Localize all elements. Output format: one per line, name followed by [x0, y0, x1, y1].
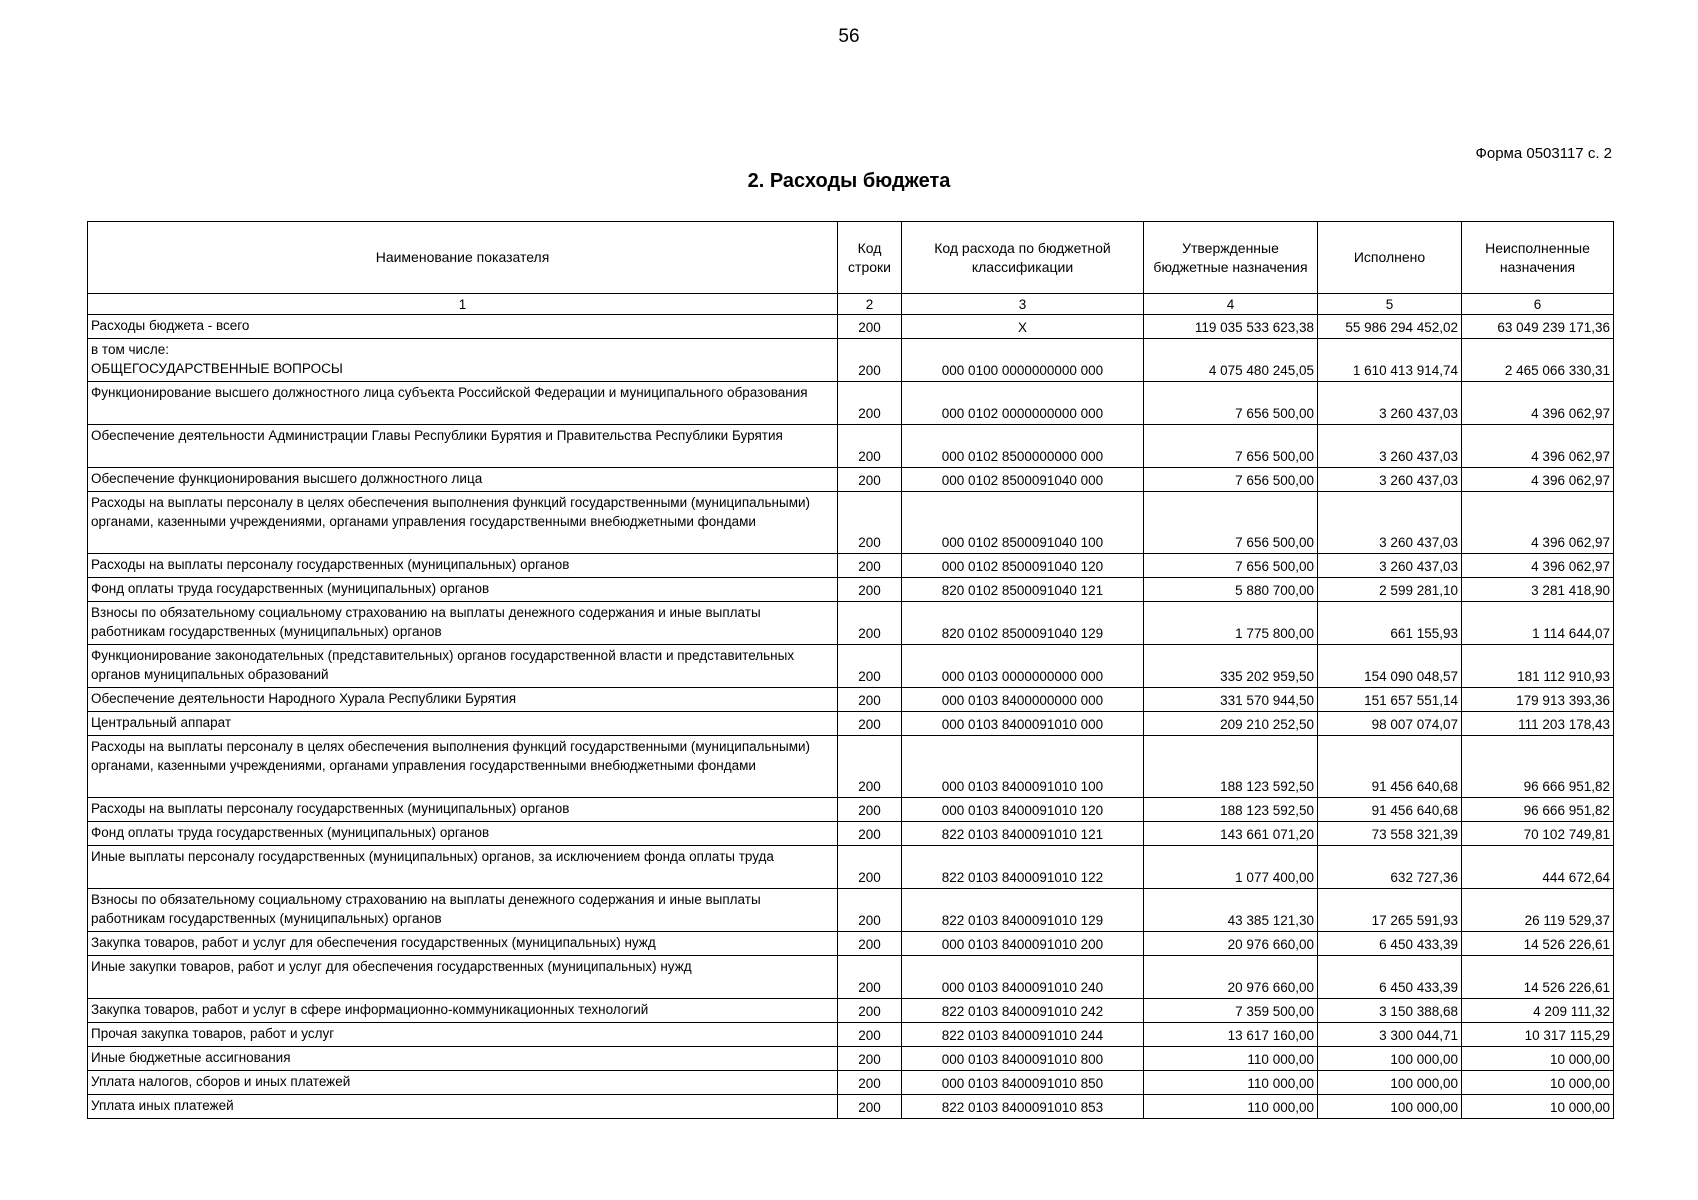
table-row — [88, 798, 1614, 822]
cell-indicator-name — [88, 846, 838, 889]
cell-classification-code: 000 0103 8400091010 100 — [902, 736, 1144, 798]
cell-executed: 73 558 321,39 — [1318, 822, 1462, 846]
cell-unexecuted: 14 526 226,61 — [1462, 956, 1614, 999]
indicator-name-text: Фонд оплаты труда государственных (муниципальных) органов — [91, 581, 490, 596]
cell-classification-code: 000 0103 8400091010 200 — [902, 932, 1144, 956]
cell-row-code: 200 — [838, 1047, 902, 1071]
cell-executed: 100 000,00 — [1318, 1095, 1462, 1119]
table-row — [88, 554, 1614, 578]
cell-approved: 4 075 480 245,05 — [1144, 339, 1318, 382]
cell-classification-code: 000 0103 8400091010 000 — [902, 712, 1144, 736]
indicator-name-text: ОБЩЕГОСУДАРСТВЕННЫЕ ВОПРОСЫ — [91, 361, 343, 376]
cell-unexecuted: 70 102 749,81 — [1462, 822, 1614, 846]
cell-indicator-name — [88, 798, 838, 822]
cell-approved: 20 976 660,00 — [1144, 956, 1318, 999]
cell-row-code: 200 — [838, 1071, 902, 1095]
cell-approved: 7 656 500,00 — [1144, 554, 1318, 578]
cell-row-code: 200 — [838, 712, 902, 736]
cell-classification-code: 000 0102 8500000000 000 — [902, 425, 1144, 468]
cell-executed: 632 727,36 — [1318, 846, 1462, 889]
cell-classification-code: 000 0103 8400091010 120 — [902, 798, 1144, 822]
cell-classification-code: 820 0102 8500091040 129 — [902, 602, 1144, 645]
cell-approved: 7 656 500,00 — [1144, 492, 1318, 554]
cell-approved: 335 202 959,50 — [1144, 645, 1318, 688]
table-row — [88, 492, 1614, 554]
column-number: 1 — [88, 294, 838, 315]
indicator-name-text: Обеспечение деятельности Администрации Главы Республики Бурятия и Правительства Республики Бурятия — [91, 428, 783, 443]
table-row — [88, 1047, 1614, 1071]
cell-executed: 91 456 640,68 — [1318, 798, 1462, 822]
cell-classification-code: 000 0100 0000000000 000 — [902, 339, 1144, 382]
cell-executed: 91 456 640,68 — [1318, 736, 1462, 798]
cell-approved: 209 210 252,50 — [1144, 712, 1318, 736]
cell-approved: 119 035 533 623,38 — [1144, 315, 1318, 339]
table-row — [88, 425, 1614, 468]
cell-indicator-name — [88, 932, 838, 956]
cell-indicator-name — [88, 1071, 838, 1095]
cell-approved: 143 661 071,20 — [1144, 822, 1318, 846]
table-row — [88, 822, 1614, 846]
cell-executed: 154 090 048,57 — [1318, 645, 1462, 688]
table-row — [88, 932, 1614, 956]
table-row — [88, 956, 1614, 999]
cell-classification-code: 000 0102 8500091040 100 — [902, 492, 1144, 554]
cell-row-code: 200 — [838, 578, 902, 602]
indicator-name-text: Иные закупки товаров, работ и услуг для обеспечения государственных (муниципальных) нужд — [91, 959, 692, 974]
cell-indicator-name — [88, 382, 838, 425]
indicator-name-text: Иные бюджетные ассигнования — [91, 1050, 291, 1065]
cell-row-code: 200 — [838, 315, 902, 339]
cell-approved: 43 385 121,30 — [1144, 889, 1318, 932]
indicator-name-text: Обеспечение функционирования высшего должностного лица — [91, 471, 483, 486]
cell-unexecuted: 3 281 418,90 — [1462, 578, 1614, 602]
cell-approved: 20 976 660,00 — [1144, 932, 1318, 956]
cell-unexecuted: 444 672,64 — [1462, 846, 1614, 889]
cell-row-code: 200 — [838, 468, 902, 492]
cell-executed: 3 260 437,03 — [1318, 554, 1462, 578]
cell-classification-code: 822 0103 8400091010 853 — [902, 1095, 1144, 1119]
indicator-name-text: Уплата иных платежей — [91, 1098, 234, 1113]
cell-row-code: 200 — [838, 798, 902, 822]
cell-classification-code: 822 0103 8400091010 242 — [902, 999, 1144, 1023]
cell-approved: 5 880 700,00 — [1144, 578, 1318, 602]
table-row — [88, 468, 1614, 492]
cell-indicator-name — [88, 554, 838, 578]
cell-row-code: 200 — [838, 822, 902, 846]
cell-indicator-name — [88, 736, 838, 798]
header-indicator-name: Наименование показателя — [88, 222, 838, 294]
table-row — [88, 688, 1614, 712]
cell-row-code: 200 — [838, 602, 902, 645]
cell-unexecuted: 4 396 062,97 — [1462, 492, 1614, 554]
cell-unexecuted: 111 203 178,43 — [1462, 712, 1614, 736]
cell-classification-code: 820 0102 8500091040 121 — [902, 578, 1144, 602]
cell-classification-code: 822 0103 8400091010 129 — [902, 889, 1144, 932]
indicator-name-text: Функционирование законодательных (представительных) органов государственной власти и представительных органов муниципальных образований — [91, 648, 795, 682]
indicator-name-text: Фонд оплаты труда государственных (муниципальных) органов — [91, 825, 490, 840]
cell-executed: 1 610 413 914,74 — [1318, 339, 1462, 382]
cell-executed: 98 007 074,07 — [1318, 712, 1462, 736]
indicator-name-text: Уплата налогов, сборов и иных платежей — [91, 1074, 351, 1089]
cell-classification-code: X — [902, 315, 1144, 339]
page-number: 56 — [838, 26, 860, 47]
cell-unexecuted: 10 000,00 — [1462, 1095, 1614, 1119]
indicator-name-text: Функционирование высшего должностного лица субъекта Российской Федерации и муниципального образования — [91, 385, 808, 400]
indicator-name-text: в том числе: — [91, 342, 169, 357]
cell-row-code: 200 — [838, 846, 902, 889]
table-row — [88, 578, 1614, 602]
cell-unexecuted: 4 396 062,97 — [1462, 425, 1614, 468]
indicator-name-text: Взносы по обязательному социальному страхованию на выплаты денежного содержания и иные выплаты работникам государственных (муниципальных) органов — [91, 892, 761, 926]
cell-unexecuted: 1 114 644,07 — [1462, 602, 1614, 645]
cell-executed: 2 599 281,10 — [1318, 578, 1462, 602]
cell-indicator-name — [88, 712, 838, 736]
cell-classification-code: 000 0103 8400091010 850 — [902, 1071, 1144, 1095]
cell-unexecuted: 4 396 062,97 — [1462, 468, 1614, 492]
cell-executed: 6 450 433,39 — [1318, 932, 1462, 956]
indicator-name-text: Расходы на выплаты персоналу государственных (муниципальных) органов — [91, 557, 570, 572]
indicator-name-text: Расходы на выплаты персоналу государственных (муниципальных) органов — [91, 801, 570, 816]
table-row — [88, 339, 1614, 382]
header-classification-code: Код расхода по бюджетной классификации — [902, 222, 1144, 294]
cell-indicator-name — [88, 1095, 838, 1119]
cell-indicator-name — [88, 688, 838, 712]
table-row — [88, 602, 1614, 645]
cell-indicator-name — [88, 315, 838, 339]
cell-unexecuted: 10 000,00 — [1462, 1071, 1614, 1095]
cell-approved: 188 123 592,50 — [1144, 736, 1318, 798]
cell-approved: 110 000,00 — [1144, 1047, 1318, 1071]
table-header-row — [88, 222, 1614, 294]
cell-approved: 7 656 500,00 — [1144, 468, 1318, 492]
cell-row-code: 200 — [838, 889, 902, 932]
table-row — [88, 315, 1614, 339]
cell-unexecuted: 4 396 062,97 — [1462, 382, 1614, 425]
cell-unexecuted: 96 666 951,82 — [1462, 798, 1614, 822]
cell-indicator-name — [88, 956, 838, 999]
cell-row-code: 200 — [838, 382, 902, 425]
indicator-name-text: Расходы бюджета - всего — [91, 318, 250, 333]
cell-classification-code: 822 0103 8400091010 244 — [902, 1023, 1144, 1047]
indicator-name-text: Расходы на выплаты персоналу в целях обеспечения выполнения функций государственными (муниципальными) органами, казенными учреждениями, органами управления государственными внебюджетными фондами — [91, 739, 811, 773]
cell-row-code: 200 — [838, 339, 902, 382]
cell-unexecuted: 179 913 393,36 — [1462, 688, 1614, 712]
cell-indicator-name — [88, 492, 838, 554]
cell-row-code: 200 — [838, 1095, 902, 1119]
cell-approved: 7 656 500,00 — [1144, 425, 1318, 468]
header-executed: Исполнено — [1318, 222, 1462, 294]
cell-executed: 17 265 591,93 — [1318, 889, 1462, 932]
cell-indicator-name — [88, 602, 838, 645]
column-number: 5 — [1318, 294, 1462, 315]
cell-row-code: 200 — [838, 736, 902, 798]
cell-approved: 7 359 500,00 — [1144, 999, 1318, 1023]
header-row-code: Код строки — [838, 222, 902, 294]
cell-unexecuted: 10 000,00 — [1462, 1047, 1614, 1071]
table-row — [88, 999, 1614, 1023]
form-code: Форма 0503117 с. 2 — [1475, 145, 1612, 162]
cell-classification-code: 822 0103 8400091010 122 — [902, 846, 1144, 889]
cell-row-code: 200 — [838, 1023, 902, 1047]
table-row — [88, 736, 1614, 798]
column-number: 6 — [1462, 294, 1614, 315]
column-number: 4 — [1144, 294, 1318, 315]
cell-executed: 661 155,93 — [1318, 602, 1462, 645]
cell-unexecuted: 181 112 910,93 — [1462, 645, 1614, 688]
cell-indicator-name — [88, 999, 838, 1023]
cell-classification-code: 000 0102 0000000000 000 — [902, 382, 1144, 425]
cell-approved: 13 617 160,00 — [1144, 1023, 1318, 1047]
cell-executed: 100 000,00 — [1318, 1071, 1462, 1095]
cell-executed: 100 000,00 — [1318, 1047, 1462, 1071]
cell-indicator-name — [88, 822, 838, 846]
table-row — [88, 846, 1614, 889]
column-numbers-row — [88, 294, 1614, 315]
indicator-name-text: Обеспечение деятельности Народного Хурала Республики Бурятия — [91, 691, 517, 706]
indicator-name-text: Взносы по обязательному социальному страхованию на выплаты денежного содержания и иные выплаты работникам государственных (муниципальных) органов — [91, 605, 761, 639]
cell-classification-code: 000 0102 8500091040 000 — [902, 468, 1144, 492]
cell-row-code: 200 — [838, 554, 902, 578]
cell-unexecuted: 26 119 529,37 — [1462, 889, 1614, 932]
indicator-name-text: Закупка товаров, работ и услуг для обеспечения государственных (муниципальных) нужд — [91, 935, 656, 950]
cell-unexecuted: 2 465 066 330,31 — [1462, 339, 1614, 382]
cell-unexecuted: 96 666 951,82 — [1462, 736, 1614, 798]
cell-indicator-name — [88, 889, 838, 932]
cell-classification-code: 000 0103 8400091010 800 — [902, 1047, 1144, 1071]
cell-executed: 151 657 551,14 — [1318, 688, 1462, 712]
cell-row-code: 200 — [838, 932, 902, 956]
cell-executed: 3 260 437,03 — [1318, 425, 1462, 468]
cell-row-code: 200 — [838, 425, 902, 468]
column-number: 3 — [902, 294, 1144, 315]
cell-executed: 3 260 437,03 — [1318, 382, 1462, 425]
budget-expenses-table — [87, 221, 1614, 1119]
indicator-name-text: Расходы на выплаты персоналу в целях обеспечения выполнения функций государственными (муниципальными) органами, казенными учреждениями, органами управления государственными внебюджетными фондами — [91, 495, 811, 529]
section-title: 2. Расходы бюджета — [747, 170, 951, 192]
cell-approved: 7 656 500,00 — [1144, 382, 1318, 425]
header-unexecuted: Неисполненные назначения — [1462, 222, 1614, 294]
table-row — [88, 1095, 1614, 1119]
cell-unexecuted: 4 396 062,97 — [1462, 554, 1614, 578]
cell-indicator-name — [88, 578, 838, 602]
cell-executed: 3 150 388,68 — [1318, 999, 1462, 1023]
table-row — [88, 712, 1614, 736]
cell-unexecuted: 4 209 111,32 — [1462, 999, 1614, 1023]
cell-approved: 188 123 592,50 — [1144, 798, 1318, 822]
cell-indicator-name — [88, 645, 838, 688]
cell-approved: 331 570 944,50 — [1144, 688, 1318, 712]
cell-indicator-name — [88, 339, 838, 382]
indicator-name-text: Центральный аппарат — [91, 715, 232, 730]
indicator-name-text: Прочая закупка товаров, работ и услуг — [91, 1026, 335, 1041]
table-row — [88, 1023, 1614, 1047]
cell-row-code: 200 — [838, 645, 902, 688]
cell-approved: 1 077 400,00 — [1144, 846, 1318, 889]
cell-classification-code: 000 0102 8500091040 120 — [902, 554, 1144, 578]
cell-unexecuted: 63 049 239 171,36 — [1462, 315, 1614, 339]
column-number: 2 — [838, 294, 902, 315]
cell-unexecuted: 14 526 226,61 — [1462, 932, 1614, 956]
cell-executed: 3 260 437,03 — [1318, 492, 1462, 554]
cell-classification-code: 000 0103 8400000000 000 — [902, 688, 1144, 712]
cell-executed: 6 450 433,39 — [1318, 956, 1462, 999]
table-row — [88, 382, 1614, 425]
table-row — [88, 645, 1614, 688]
table-row — [88, 1071, 1614, 1095]
indicator-name-text: Иные выплаты персоналу государственных (муниципальных) органов, за исключением фонда оплаты труда — [91, 849, 774, 864]
cell-indicator-name — [88, 1023, 838, 1047]
cell-classification-code: 000 0103 8400091010 240 — [902, 956, 1144, 999]
cell-executed: 55 986 294 452,02 — [1318, 315, 1462, 339]
cell-approved: 110 000,00 — [1144, 1095, 1318, 1119]
header-approved: Утвержденные бюджетные назначения — [1144, 222, 1318, 294]
cell-indicator-name — [88, 1047, 838, 1071]
cell-classification-code: 000 0103 0000000000 000 — [902, 645, 1144, 688]
cell-unexecuted: 10 317 115,29 — [1462, 1023, 1614, 1047]
cell-approved: 1 775 800,00 — [1144, 602, 1318, 645]
cell-row-code: 200 — [838, 999, 902, 1023]
cell-executed: 3 300 044,71 — [1318, 1023, 1462, 1047]
cell-row-code: 200 — [838, 688, 902, 712]
indicator-name-text: Закупка товаров, работ и услуг в сфере информационно-коммуникационных технологий — [91, 1002, 649, 1017]
cell-executed: 3 260 437,03 — [1318, 468, 1462, 492]
cell-classification-code: 822 0103 8400091010 121 — [902, 822, 1144, 846]
cell-indicator-name — [88, 468, 838, 492]
table-row — [88, 889, 1614, 932]
cell-row-code: 200 — [838, 956, 902, 999]
cell-row-code: 200 — [838, 492, 902, 554]
cell-indicator-name — [88, 425, 838, 468]
cell-approved: 110 000,00 — [1144, 1071, 1318, 1095]
